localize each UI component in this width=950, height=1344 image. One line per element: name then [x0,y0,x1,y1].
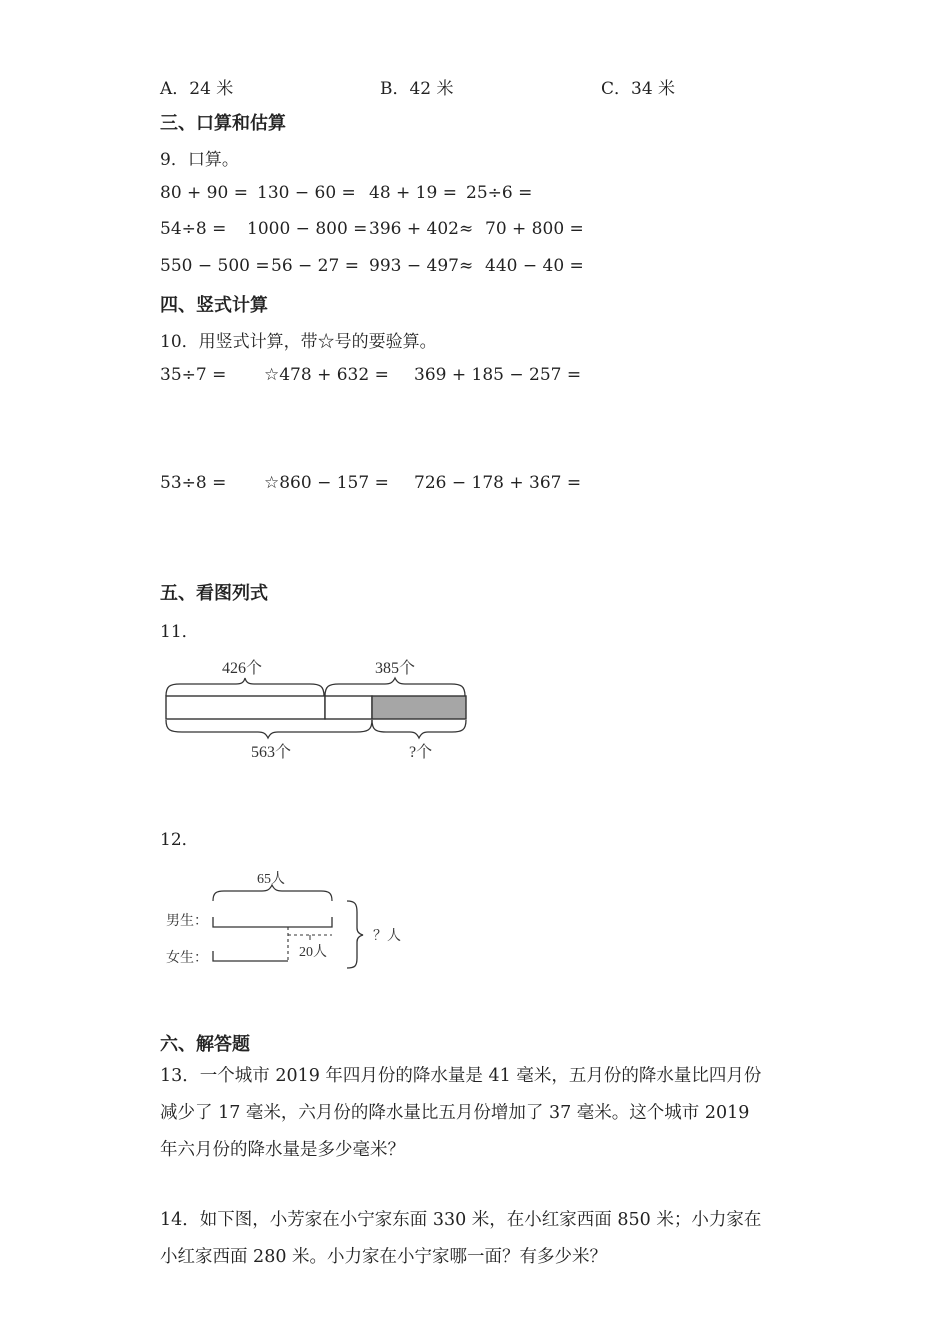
vertical-calc-item: 35÷7 = [160,365,227,385]
q12-number: 12． [160,830,199,850]
oral-calc-item: 54÷8 = [160,219,227,239]
bottom-right-label: ?个 [409,744,433,761]
vertical-calc-item: ☆860 − 157 = [264,473,389,493]
section-4-title: 四、竖式计算 [160,295,268,316]
vertical-calc-item: 369 + 185 − 257 = [414,365,582,385]
option-b: B．42 米 [380,79,454,99]
bottom-left-brace [166,720,372,738]
oral-calc-item: 130 − 60 = [257,183,356,203]
diff-label: 20人 [299,945,327,960]
oral-calc-item: 70 + 800 = [485,219,584,239]
section-3-title: 三、口算和估算 [160,113,286,134]
vertical-calc-item: ☆478 + 632 = [264,365,389,385]
bottom-left-label: 563个 [251,744,292,761]
vertical-calc-item: 53÷8 = [160,473,227,493]
top-left-label: 426个 [222,660,263,677]
q10-prompt: 10．用竖式计算，带☆号的要验算。 [160,332,437,352]
oral-calc-item: 396 + 402≈ [369,219,474,239]
oral-calc-item: 993 − 497≈ [369,256,474,276]
section-5-title: 五、看图列式 [160,583,268,604]
top-right-label: 385个 [375,660,416,677]
q9-prompt: 9．口算。 [160,150,239,170]
q13-line: 13．一个城市 2019 年四月份的降水量是 41 毫米，五月份的降水量比四月份 [160,1066,762,1086]
girls-label: 女生： [166,951,208,966]
option-c: C．34 米 [601,79,676,99]
top-right-brace [325,678,465,696]
bar-segment-a [166,696,325,719]
boys-label: 男生： [166,914,208,929]
bottom-right-brace [372,720,466,738]
oral-calc-item: 25÷6 = [466,183,533,203]
option-a: A．24 米 [160,79,234,99]
section-6-title: 六、解答题 [160,1034,250,1055]
oral-calc-item: 48 + 19 = [369,183,457,203]
boys-bar [213,917,332,927]
q11-number: 11． [160,622,199,642]
top-brace [213,885,332,901]
top-left-brace [166,678,324,696]
oral-calc-item: 80 + 90 = [160,183,248,203]
bar-segment-shaded [372,696,466,719]
q14-line: 14．如下图，小芳家在小宁家东面 330 米，在小红家西面 850 米；小力家在 [160,1210,762,1230]
oral-calc-item: 1000 − 800 = [247,219,368,239]
girls-bar [213,951,288,961]
q13-line: 减少了 17 毫米，六月份的降水量比五月份增加了 37 毫米。这个城市 2019 [160,1103,750,1123]
bar-segment-b [325,696,372,719]
q14-line: 小红家西面 280 米。小力家在小宁家哪一面？有多少米？ [160,1247,608,1267]
oral-calc-item: 440 − 40 = [485,256,584,276]
oral-calc-item: 550 − 500 = [160,256,270,276]
top-label: 65人 [257,872,285,887]
vertical-calc-item: 726 − 178 + 367 = [414,473,582,493]
total-label: ？人 [373,929,401,944]
oral-calc-item: 56 − 27 = [271,256,359,276]
q13-line: 年六月份的降水量是多少毫米？ [160,1140,405,1160]
total-brace [347,901,363,968]
